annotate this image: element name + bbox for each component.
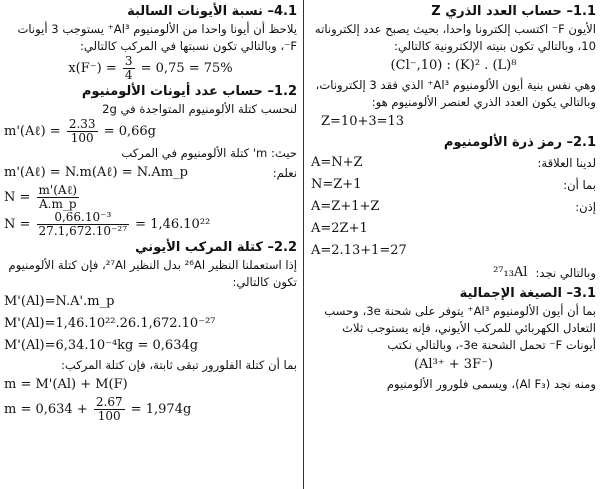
count-result: N = $\frac{\text{0,66.10⁻³}}{\text{27.1,672.10⁻²⁷}}$ = 1,46.10²²: [4, 210, 211, 238]
aluminium-symbol: ²⁷₁₃Al: [493, 265, 528, 280]
equation: Z=10+3=13: [321, 114, 405, 129]
section-heading-3-1: 3.1– الصيغة الإجمالية: [459, 286, 596, 301]
fraction: $\frac{2.33}{100}$: [68, 117, 96, 145]
equation: A=2Z+1: [311, 221, 368, 236]
equation: M'(Al)=6,34.10⁻⁴kg = 0,634g: [4, 338, 199, 353]
equation-row: [311, 196, 596, 218]
paragraph: يلاحظ أن أيونا واحدا من الألومنيوم Al³⁺ يستوجب 3 أيونات F⁻، وبالتالي تكون نسبتها في المركب كالتالي:: [17, 22, 297, 53]
paragraph: إذا استعملنا النظير ²⁶Al بدل النظير ²⁷Al، فإن كتلة الألومنيوم تكون كالتالي:: [8, 258, 297, 289]
equation-row: [4, 162, 297, 184]
fraction: $\frac{\text{0,66.10⁻³}}{\text{27.1,672.10⁻²⁷}}$: [38, 210, 128, 238]
paragraph: حيث: m' كتلة الألومنيوم في المركب: [121, 146, 297, 160]
label: بما أن:: [563, 177, 596, 192]
label: لدينا العلاقة:: [537, 155, 596, 170]
equation: M'(Al)=N.A'.m_p: [4, 294, 115, 309]
fraction: $\frac{\text{m'(Aℓ)}}{A.m\_p}$: [38, 183, 78, 211]
label: وبالتالي نجد:: [535, 265, 596, 280]
section-heading-2-1: 2.1– رمز ذرة الألومنيوم: [443, 135, 596, 150]
label: إذن:: [575, 199, 596, 214]
total-mass-equation: m = 0,634 + $\frac{2.67}{100}$ = 1,974g: [4, 395, 192, 423]
section-heading-1-2: 1.2– حساب عدد أيونات الألومنيوم: [81, 84, 297, 99]
equation: (Al³⁺ + 3F⁻): [413, 357, 494, 372]
paragraph: بما أن أيون الألومنيوم Al³⁺ يتوفر على شحنة 3e، وحسب التعادل الكهربائي للمركب الأيوني، فإنه يستوجب ثلاث أيونات F⁻ تحمل الشحنة 3e-، وبالتالي نكتب: [324, 304, 596, 352]
equation: A=N+Z: [311, 155, 363, 170]
electron-configuration-equation: (Cl⁻,10) : (K)² . (L)⁸: [390, 58, 517, 73]
fraction: $\frac{2.67}{100}$: [95, 395, 123, 423]
column-divider: [303, 0, 304, 489]
fraction: $\frac{3}{4}$: [124, 54, 133, 82]
ratio-equation: x(F⁻) = $\frac{3}{4}$ = 0,75 = 75%: [68, 54, 233, 82]
equation: A=Z+1+Z: [311, 199, 380, 214]
paragraph: ومنه نجد (Al F₃)، ويسمى فلورور الألومنيوم: [386, 377, 596, 391]
paragraph: بما أن كتلة الفلورور تبقى ثابتة، فإن كتلة المركب:: [60, 358, 297, 372]
mass-equation: m'(Aℓ) = $\frac{2.33}{100}$ = 0,66g: [4, 117, 156, 145]
section-heading-1-1: 1.1– حساب العدد الذري Z: [431, 4, 596, 19]
equation: M'(Al)=1,46.10²².26.1,672.10⁻²⁷: [4, 316, 216, 331]
equation-row: [311, 262, 596, 284]
equation: A=2.13+1=27: [311, 243, 407, 258]
section-heading-2-2: 2.2– كتلة المركب الأيوني: [135, 240, 297, 255]
paragraph: وهي نفس بنية أيون الألومنيوم Al³⁺ الذي فقد 3 إلكترونات، وبالتالي يكون العدد الذري لعنصر الألومنيوم هو:: [315, 78, 596, 109]
count-formula: N = $\frac{\text{m'(Aℓ)}}{A.m\_p}$: [4, 183, 78, 211]
label: نعلم:: [272, 165, 297, 180]
equation-row: [311, 174, 596, 196]
equation: N=Z+1: [311, 177, 362, 192]
right-column: [305, 0, 600, 489]
paragraph: الأيون F⁻ اكتسب إلكترونا واحدا، بحيث يصبح عدد إلكتروناته 10، وبالتالي تكون بنيته الإلكترونية كالتالي:: [314, 22, 596, 53]
equation: m'(Aℓ) = N.m(Aℓ) = N.Am_p: [4, 165, 188, 180]
section-heading-4-1: 4.1– نسبة الأيونات السالبة: [127, 4, 297, 19]
paragraph: لنحسب كتلة الألومنيوم المتواجدة في 2g: [102, 102, 297, 116]
equation: m = M'(Al) + M(F): [4, 377, 128, 392]
equation-row: [311, 152, 596, 174]
